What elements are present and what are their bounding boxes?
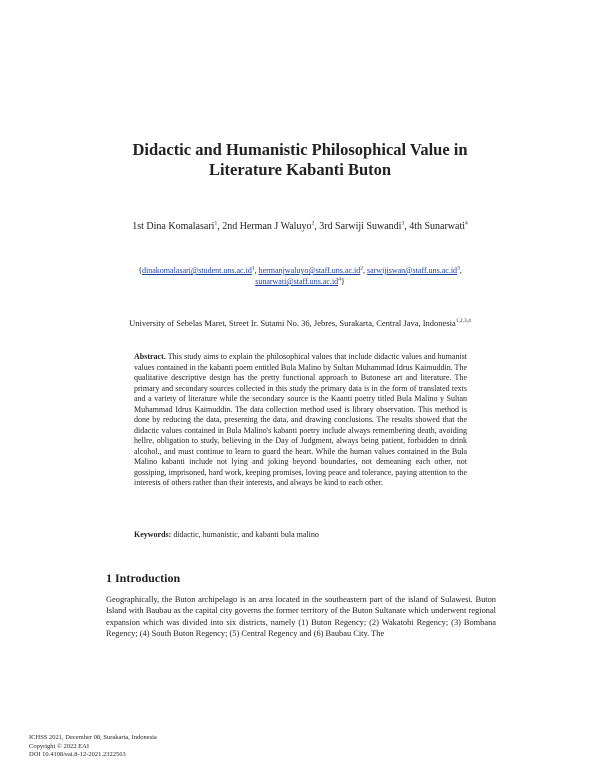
affiliation-sup: 1,2,3,4 [455,318,471,325]
title-line-1: Didactic and Humanistic Philosophical Value in [132,140,468,159]
author-sup: 2 [311,220,315,227]
title-line-2: Literature Kabanti Buton [208,160,392,179]
author-list: 1st Dina Komalasari$^1$, 2nd Herman J Waluyo$^2$, 3rd Sarwiji Suwandi$^3$, 4th Sunarwati$^4$ [132,220,468,232]
author-sup: 4 [465,220,468,227]
abstract-text: This study aims to explain the philosophical values that include didactic values and humanist values contained in the kabanti poem entitled Bula Malino by Sultan Muhammad Idrus Kaimuddin. The qualitative descriptive design has the pretty functional approach to Butonese art and literature. The primary and secondary sources collected in this study the primary data is in the form of translated texts and a variety of literature while the secondary source is the Kaanti poetry titled Bula Malino y Sultan Muhammad Idrus Kaimuddin. The data collection method used is library observation. This method is done by reducing the data, presenting the data, and drawing conclusions. The results showed that the didactic values contained in Bula Malino's kabanti poetry include always remembering death, avoiding hellre, obligation to study, believing in the Day of Judgment, always being patient, forbidden to drink alcohol., and must continue to learn to guard the heart. While the human values contained in the Bula Malino kabanti include not lying and joking beyond boundaries, not demeaning each other, not gossiping, imprisoned, hard work, keeping promises, loving peace and tolerance, paying attention to the interests of others rather than their interests, and always be kind to each other. [134,352,468,487]
keywords-label: Keywords: [134,530,172,539]
footer-conference: ICHSS 2021, December 08, Surakarta, Indonesia [29,734,157,741]
author-sup: 1 [214,220,218,227]
email-link-1[interactable]: dinakomalasari@student.uns.ac.id [142,266,252,275]
email-link-4[interactable]: sunarwati@staff.uns.ac.id [255,277,339,286]
email-link-3[interactable]: sarwijiswan@staff.uns.ac.id [366,266,458,275]
affiliation-text: University of Sebelas Maret, Street Ir. Sutami No. 36, Jebres, Surakarta, Central Java, Indonesia [129,318,456,328]
author-name: 4th Sunarwati [409,221,466,232]
affiliation [40,318,560,328]
email-link-2[interactable]: hermanjwaluyo@staff.uns.ac.id [258,266,361,275]
email-close-brace: } [340,277,345,286]
author-sup: 3 [401,220,405,227]
email-sup: 2 [360,265,363,272]
email-open-brace: { [138,266,143,275]
email-sup: 3 [457,265,460,272]
keywords [134,530,467,539]
section-heading: 1 Introduction [106,571,181,585]
author-name: 2nd Herman J Waluyo [222,221,312,232]
author-name: 1st Dina Komalasari [132,221,215,232]
section-paragraph: Geographically, the Buton archipelago is an area located in the southeastern part of the island of Sulawesi. Buton Island with Baubau as the capital city governs the former territory of the Buton Sultanate which underwent regional expansion which was divided into six districts, namely (1) Buton Regency; (2) Wakatobi Regency; (3) Bombana Regency; (4) South Buton Regency; (5) Central Regency and (6) Baubau City. The [106,595,496,639]
footer-doi: DOI 10.4108/eai.8-12-2021.2322563 [29,751,126,759]
keywords-text: didactic, humanistic, and kabanti bula malino [173,530,319,539]
footer-copyright: Copyright © 2022 EAI [29,742,90,750]
page-footer [29,734,157,760]
abstract [134,352,467,489]
author-name: 3rd Sarwiji Suwandi [319,221,402,232]
author-emails: {$dinakomalasari@student.uns.ac.id^1$, $hermanjwaluyo@staff.uns.ac.id^2$, $sarwijiswan@staff.uns.ac.id^3$, $sunarwati@staff.uns.ac.id^4$} [138,265,462,286]
email-sup: 1 [251,265,255,272]
email-sup: 4 [338,276,341,283]
abstract-label: Abstract. [134,352,166,361]
paper-title [60,140,540,180]
